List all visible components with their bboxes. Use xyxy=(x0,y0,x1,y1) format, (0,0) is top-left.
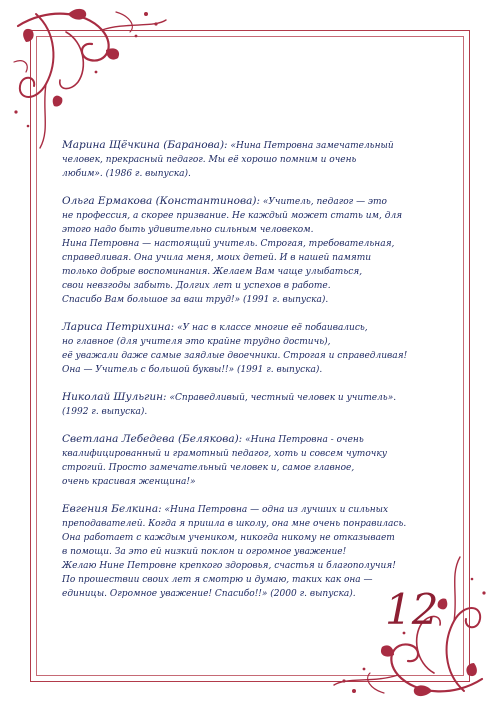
testimonial-entry xyxy=(62,502,422,601)
testimonial-entry xyxy=(62,320,422,377)
testimonial-text-line: этого надо быть удивительно сильным человеком. xyxy=(62,225,314,235)
floral-ornament-top-left-icon xyxy=(6,2,176,152)
testimonial-text-line: Она работает с каждым учеником, никогда никому не отказывает xyxy=(62,533,395,543)
testimonial-text-line: единицы. Огромное уважение! Спасибо!!» (2000 г. выпуска). xyxy=(62,589,356,599)
testimonial-text-line: преподавателей. Когда я пришла в школу, она мне очень понравилась. xyxy=(62,519,407,529)
testimonial-author: Николай Шульгин: xyxy=(62,391,167,403)
testimonial-text-line: «У нас в классе многие её побаивались, xyxy=(177,323,368,333)
testimonial-text-line: «Нина Петровна замечательный xyxy=(230,141,394,151)
testimonial-author: Марина Щёчкина (Баранова): xyxy=(62,139,228,151)
testimonial-text-line: «Нина Петровна - очень xyxy=(245,435,364,445)
testimonial-text-line: квалифицированный и грамотный педагог, хоть и совсем чуточку xyxy=(62,449,387,459)
testimonial-text-line: любим». (1986 г. выпуска). xyxy=(62,169,191,179)
testimonial-text-line: свои невзгоды забыть. Долгих лет и успехов в работе. xyxy=(62,281,331,291)
testimonial-author: Светлана Лебедева (Белякова): xyxy=(62,433,243,445)
testimonial-text-line: Она — Учитель с большой буквы!!» (1991 г. выпуска). xyxy=(62,365,323,375)
testimonial-text-line: «Учитель, педагог — это xyxy=(262,197,387,207)
testimonial-text-line: только добрые воспоминания. Желаем Вам чаще улыбаться, xyxy=(62,267,363,277)
testimonial-text-line: «Справедливый, честный человек и учитель». xyxy=(169,393,397,403)
testimonial-text-line: строгий. Просто замечательный человек и, самое главное, xyxy=(62,463,355,473)
testimonial-text-line: Нина Петровна — настоящий учитель. Строгая, требовательная, xyxy=(62,239,395,249)
testimonial-text-line: не профессия, а скорее призвание. Не каждый может стать им, для xyxy=(62,211,403,221)
testimonial-author: Лариса Петрихина: xyxy=(62,321,175,333)
testimonial-text-line: (1992 г. выпуска). xyxy=(62,407,148,417)
testimonial-entry xyxy=(62,432,422,489)
testimonial-entry xyxy=(62,138,422,181)
testimonial-entry xyxy=(62,390,422,419)
testimonial-text-line: очень красивая женщина!» xyxy=(62,477,196,487)
testimonial-text-line: Желаю Нине Петровне крепкого здоровья, счастья и благополучия! xyxy=(62,561,396,571)
testimonials-list xyxy=(62,138,422,614)
testimonial-text-line: «Нина Петровна — одна из лучших и сильных xyxy=(164,505,389,515)
testimonial-text-line: человек, прекрасный педагог. Мы её хорошо помним и очень xyxy=(62,155,357,165)
page-number: 12 xyxy=(385,585,439,634)
testimonial-text-line: справедливая. Она учила меня, моих детей. И в нашей памяти xyxy=(62,253,372,263)
testimonial-text-line: Спасибо Вам большое за ваш труд!» (1991 г. выпуска). xyxy=(62,295,329,305)
testimonial-author: Евгения Белкина: xyxy=(62,503,162,515)
testimonial-text-line: её уважали даже самые заядлые двоечники. Строгая и справедливая! xyxy=(62,351,408,361)
testimonial-text-line: но главное (для учителя это крайне трудно достичь), xyxy=(62,337,331,347)
testimonial-entry xyxy=(62,194,422,307)
testimonial-author: Ольга Ермакова (Константинова): xyxy=(62,195,261,207)
testimonial-text-line: По прошествии своих лет я смотрю и думаю, таких как она — xyxy=(62,575,373,585)
testimonial-text-line: в помощи. За это ей низкий поклон и огромное уважение! xyxy=(62,547,347,557)
